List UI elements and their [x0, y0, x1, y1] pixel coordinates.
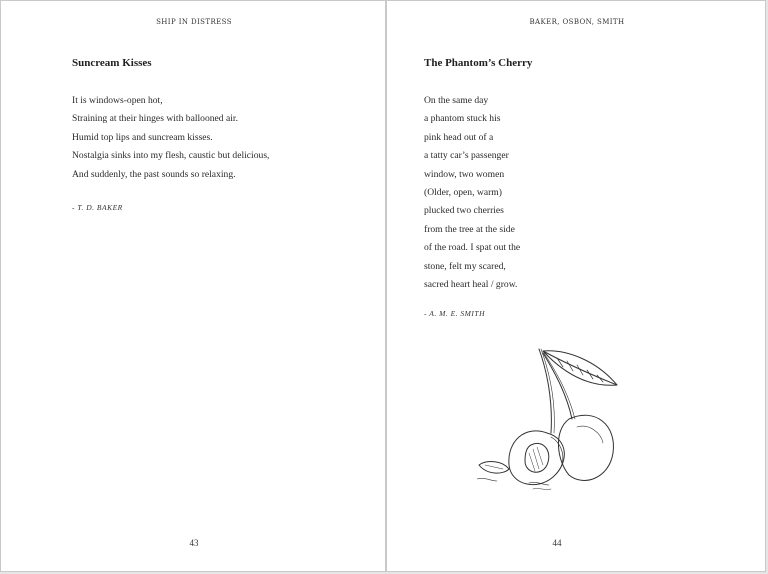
poem-line: of the road. I spat out the	[424, 242, 521, 254]
page-number-left: 43	[189, 538, 199, 548]
right-page	[386, 0, 766, 572]
poem-author-left: - T. D. BAKER	[72, 203, 123, 212]
cherry-illustration-icon	[477, 341, 637, 501]
poem-line: pink head out of a	[424, 131, 494, 143]
poem-lines-left	[72, 92, 269, 184]
poem-author-right: - A. M. E. SMITH	[424, 309, 485, 318]
running-head-left: SHIP IN DISTRESS	[156, 18, 232, 26]
poem-line: plucked two cherries	[424, 205, 504, 217]
poem-title-phantoms-cherry: The Phantom’s Cherry	[424, 57, 533, 69]
poem-line: stone, felt my scared,	[424, 260, 506, 272]
poem-line: sacred heart heal / grow.	[424, 278, 518, 290]
running-head-right: BAKER, OSBON, SMITH	[529, 18, 625, 26]
poem-line: On the same day	[424, 95, 489, 106]
poem-line: And suddenly, the past sounds so relaxing.	[72, 168, 236, 180]
poem-title-suncream-kisses: Suncream Kisses	[72, 57, 152, 69]
poem-line: Humid top lips and suncream kisses.	[72, 131, 213, 143]
poem-lines-right	[424, 92, 520, 294]
poem-line: (Older, open, warm)	[424, 186, 502, 198]
poem-line: It is windows-open hot,	[72, 95, 163, 106]
poem-line: Nostalgia sinks into my flesh, caustic but delicious,	[72, 150, 270, 162]
page-number-right: 44	[552, 538, 562, 548]
poem-line: a phantom stuck his	[424, 113, 501, 125]
poem-line: Straining at their hinges with ballooned air.	[72, 113, 238, 125]
poem-line: a tatty car’s passenger	[424, 150, 509, 162]
poem-line: window, two women	[424, 168, 505, 180]
poem-line: from the tree at the side	[424, 223, 515, 235]
